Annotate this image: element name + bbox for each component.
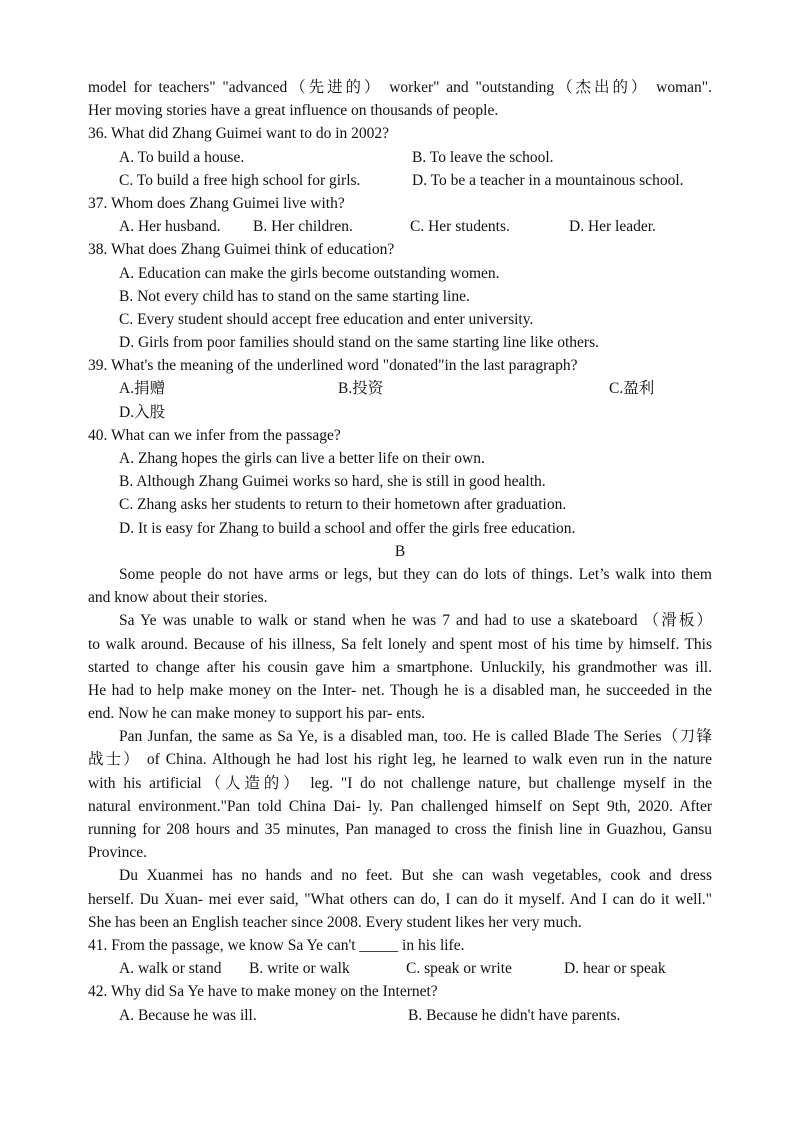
option: D. hear or speak: [564, 960, 666, 978]
option: A. Because he was ill.: [119, 1006, 257, 1024]
option: A. To build a house.: [119, 148, 245, 166]
paragraph-line: He had to help make money on the Inter- net. Though he is a disabled man, he succeeded in the: [88, 681, 712, 699]
option: C. Zhang asks her students to return to their hometown after graduation.: [119, 496, 567, 514]
option: A. walk or stand: [119, 960, 222, 978]
question-stem: 38. What does Zhang Guimei think of education?: [88, 241, 395, 259]
question-stem: 41. From the passage, we know Sa Ye can't _____ in his life.: [88, 936, 465, 954]
option: C. To build a free high school for girls.: [119, 171, 361, 189]
option: C. Every student should accept free education and enter university.: [119, 310, 534, 328]
option-row: [88, 146, 712, 169]
option: B. write or walk: [249, 960, 350, 978]
paragraph-line: end. Now he can make money to support his par- ents.: [88, 705, 426, 723]
option: A. Her husband.: [119, 218, 221, 236]
option: D.入股: [119, 403, 166, 421]
option-row: [88, 215, 712, 238]
option: C.盈利: [609, 380, 655, 398]
paragraph-line: running for 208 hours and 35 minutes, Pan managed to cross the finish line in Guazhou, Gansu: [88, 821, 712, 838]
document-page: [88, 76, 712, 1027]
paragraph-line: to walk around. Because of his illness, Sa felt lonely and spent most of his time by himself. This: [88, 635, 712, 653]
question-stem: 37. Whom does Zhang Guimei live with?: [88, 194, 345, 212]
option: D. Girls from poor families should stand on the same starting line like others.: [119, 334, 599, 352]
paragraph-line: 战士） of China. Although he had lost his right leg, he learned to walk even run in the nature: [88, 751, 712, 769]
option: B. Not every child has to stand on the same starting line.: [119, 287, 470, 305]
option: B. Although Zhang Guimei works so hard, she is still in good health.: [119, 473, 546, 491]
paragraph-line: started to change after his cousin gave him a smartphone. Unluckily, his grandmother was ill.: [88, 658, 712, 676]
paragraph-line: Pan Junfan, the same as Sa Ye, is a disabled man, too. He is called Blade The Series（刀锋: [119, 728, 712, 746]
option: D. To be a teacher in a mountainous school.: [412, 171, 684, 189]
question-stem: 36. What did Zhang Guimei want to do in 2002?: [88, 125, 390, 143]
question-stem: 39. What's the meaning of the underlined word "donated"in the last paragraph?: [88, 357, 578, 375]
intro-line: model for teachers" "advanced（先进的） worker" and "outstanding（杰出的） woman".: [88, 79, 712, 96]
question-stem: 42. Why did Sa Ye have to make money on the Internet?: [88, 983, 438, 1001]
option-row: [88, 957, 712, 980]
paragraph-line: herself. Du Xuan- mei ever said, "What others can do, I can do it myself. And I can do it well.": [88, 890, 712, 908]
option-row: [88, 1004, 712, 1027]
option: C. Her students.: [410, 218, 510, 236]
option: C. speak or write: [406, 960, 512, 978]
question-stem: 40. What can we infer from the passage?: [88, 426, 341, 444]
intro-line: Her moving stories have a great influence on thousands of people.: [88, 102, 499, 120]
paragraph-line: with his artificial（人造的） leg. "I do not challenge nature, but challenge myself in the: [88, 774, 712, 792]
paragraph-line: and know about their stories.: [88, 589, 268, 607]
paragraph-line: natural environment."Pan told China Dai- ly. Pan challenged himself on Sept 9th, 2020. After: [88, 797, 712, 815]
paragraph-line: Sa Ye was unable to walk or stand when he was 7 and had to use a skateboard （滑板）: [119, 612, 712, 630]
paragraph-line: Province.: [88, 844, 147, 862]
option: D. It is easy for Zhang to build a school and offer the girls free education.: [119, 519, 576, 537]
paragraph-line: Du Xuanmei has no hands and no feet. But she can wash vegetables, cook and dress: [119, 867, 712, 885]
section-heading: B: [394, 542, 406, 560]
option: D. Her leader.: [569, 218, 656, 236]
paragraph-line: She has been an English teacher since 2008. Every student likes her very much.: [88, 913, 582, 931]
option: B.投资: [338, 380, 384, 398]
paragraph-line: Some people do not have arms or legs, but they can do lots of things. Let’s walk into them: [119, 565, 712, 583]
option-row: [88, 169, 712, 192]
option: B. Because he didn't have parents.: [408, 1006, 621, 1024]
option-row: [88, 377, 712, 400]
option: A.捐赠: [119, 380, 166, 398]
option: B. To leave the school.: [412, 148, 554, 166]
option: B. Her children.: [253, 218, 353, 236]
option: A. Zhang hopes the girls can live a better life on their own.: [119, 450, 485, 467]
option: A. Education can make the girls become outstanding women.: [119, 264, 500, 282]
